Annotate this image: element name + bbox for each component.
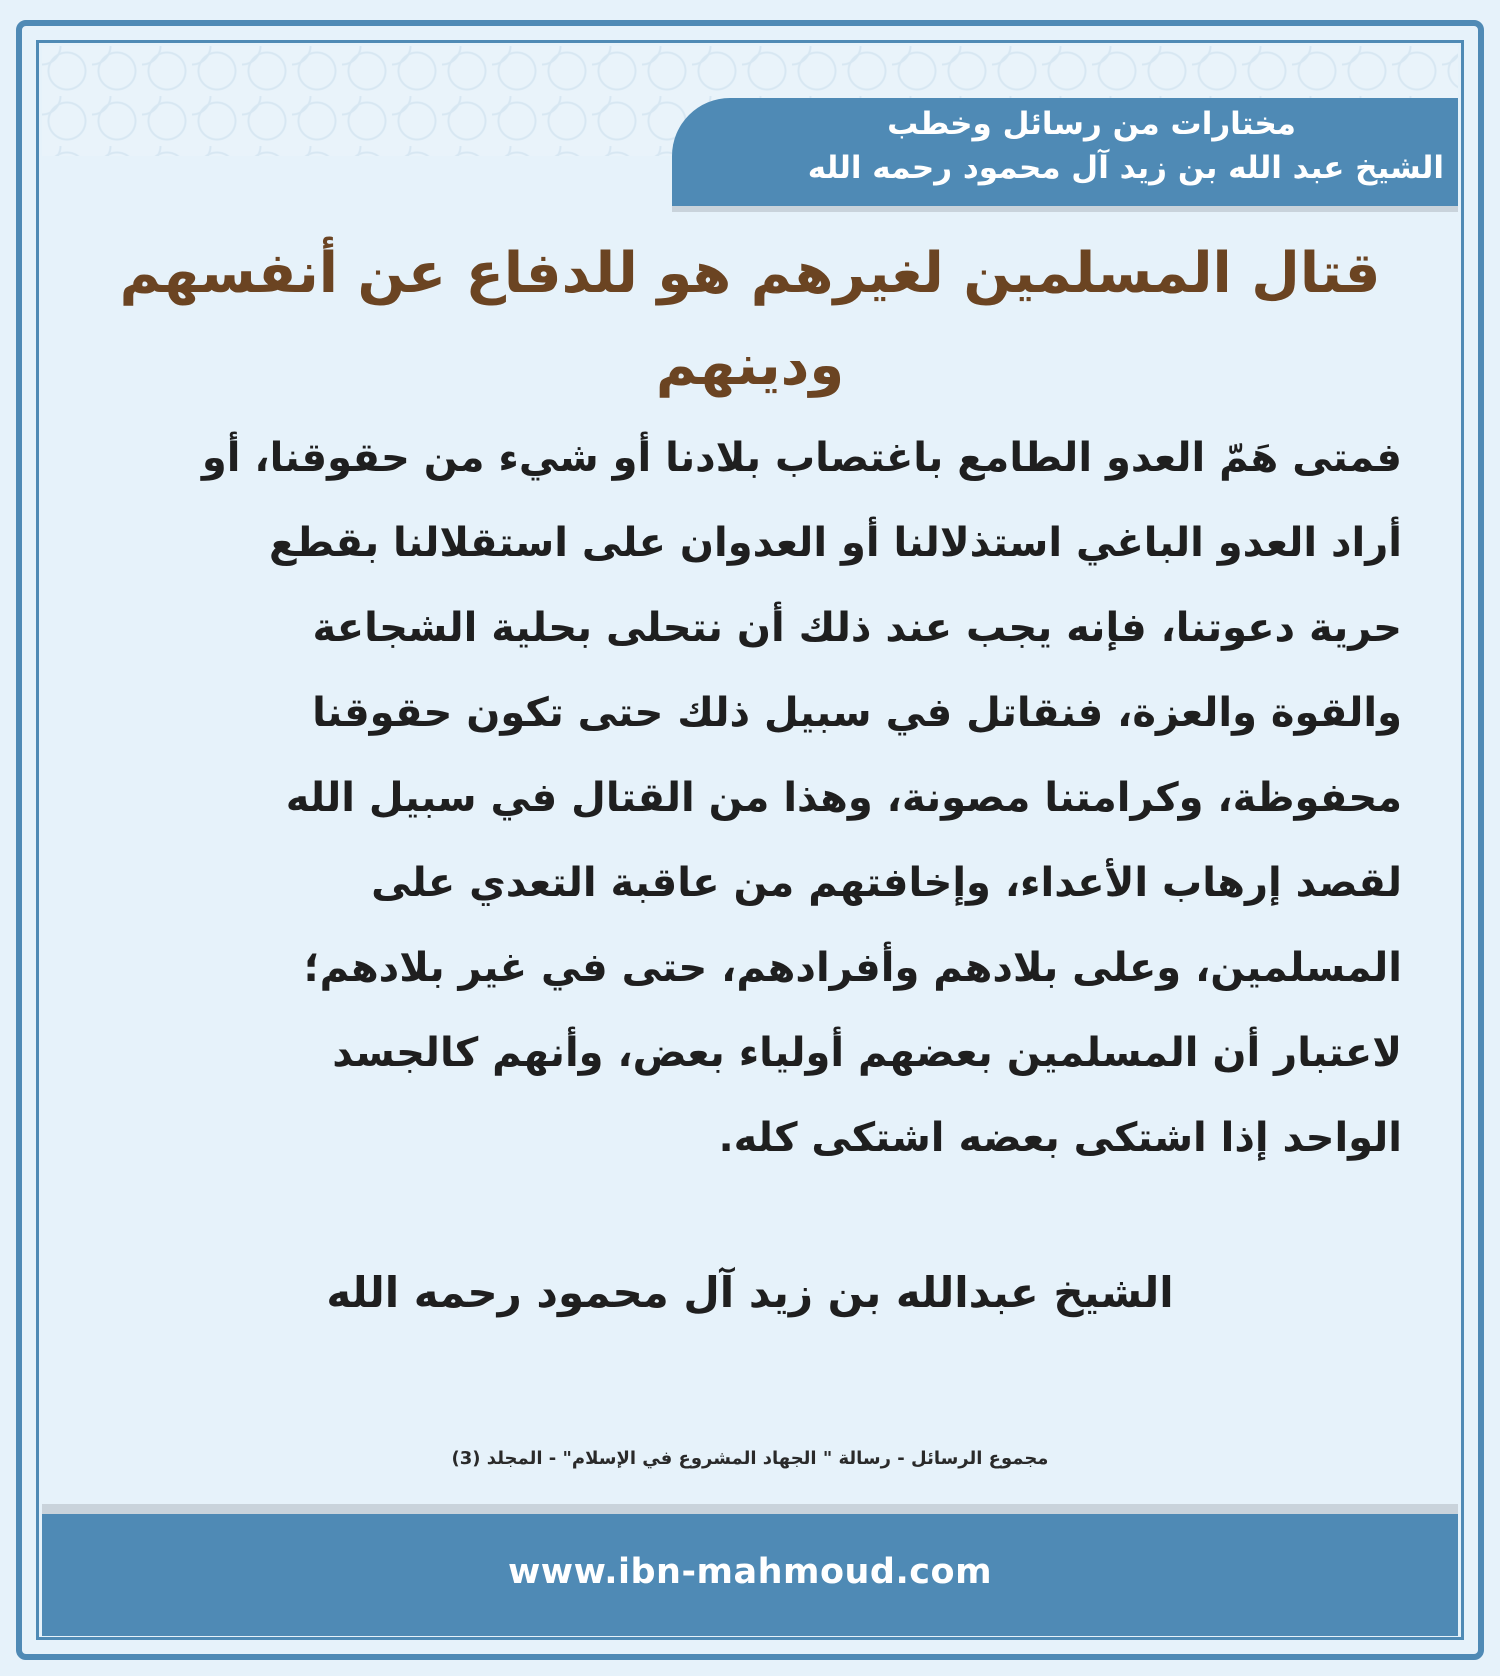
source-citation: مجموع الرسائل - رسالة " الجهاد المشروع في الإسلام" - المجلد (3) (451, 1448, 1049, 1469)
quote-line: لاعتبار أن المسلمين بعضهم أولياء بعض، وأنهم كالجسد (332, 1030, 1402, 1076)
quote-line: لقصد إرهاب الأعداء، وإخافتهم من عاقبة التعدي على (371, 860, 1402, 906)
quote-line: الواحد إذا اشتكى بعضه اشتكى كله. (718, 1115, 1402, 1161)
quote-line: محفوظة، وكرامتنا مصونة، وهذا من القتال في سبيل الله (285, 775, 1402, 821)
quote-body (112, 416, 1402, 1181)
quote-line: حرية دعوتنا، فإنه يجب عند ذلك أن نتحلى بحلية الشجاعة (312, 605, 1402, 651)
website-link[interactable]: www.ibn-mahmoud.com (507, 1552, 993, 1592)
quote-line: فمتى هَمّ العدو الطامع باغتصاب بلادنا أو شيء من حقوقنا، أو (201, 435, 1402, 481)
quote-line: المسلمين، وعلى بلادهم وأفرادهم، حتى في غير بلادهم؛ (303, 945, 1402, 991)
author-signature: الشيخ عبدالله بن زيد آل محمود رحمه الله (326, 1268, 1174, 1317)
header-banner (672, 98, 1458, 206)
header-series-title: مختارات من رسائل وخطب (887, 106, 1296, 142)
quote-line: أراد العدو الباغي استذلالنا أو العدوان على استقلالنا بقطع (269, 520, 1402, 566)
quote-line: والقوة والعزة، فنقاتل في سبيل ذلك حتى تكون حقوقنا (312, 690, 1402, 736)
footer-bar (42, 1514, 1458, 1636)
header-author-name: الشيخ عبد الله بن زيد آل محمود رحمه الله (807, 150, 1444, 186)
page-title: قتال المسلمين لغيرهم هو للدفاع عن أنفسهم ودينهم (119, 241, 1381, 398)
footer-divider (42, 1504, 1458, 1514)
